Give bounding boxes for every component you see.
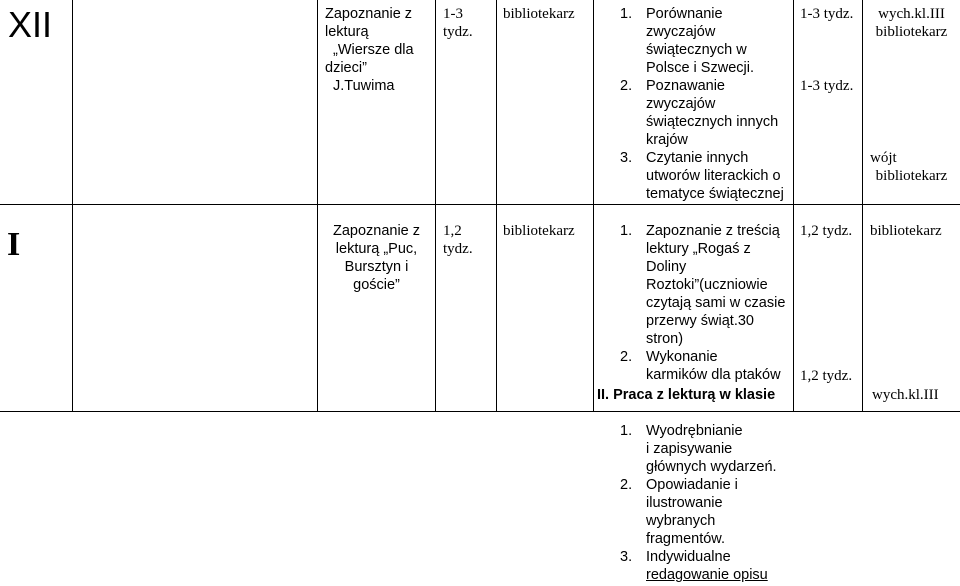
list-line: Opowiadanie i [646, 477, 738, 493]
section-heading: II. Praca z lekturą w klasie [597, 387, 776, 403]
list-line: głównych wydarzeń. [646, 459, 777, 475]
list-text [646, 5, 792, 77]
list-text [646, 476, 792, 548]
list-line: Czytanie innych [646, 150, 749, 166]
list-item [620, 77, 792, 149]
column-divider-7 [862, 0, 863, 412]
hours-line: 1,2 [443, 223, 462, 239]
list-line: świątecznych w [646, 42, 747, 58]
list-line: lektury „Rogaś z [646, 241, 751, 257]
responsible-cell [863, 5, 960, 41]
list-line: karmików dla ptaków [646, 367, 781, 383]
list-line: krajów [646, 132, 688, 148]
responsible-line: wójt [870, 150, 897, 166]
teacher-cell: bibliotekarz [503, 223, 575, 239]
list-line: ilustrowanie [646, 495, 723, 511]
hours-line: tydz. [443, 24, 473, 40]
list-line: stron) [646, 331, 684, 347]
teacher-cell: bibliotekarz [503, 6, 575, 22]
list-line: i zapisywanie [646, 441, 733, 457]
list-line: Zapoznanie z treścią [646, 223, 780, 239]
topic-line: J.Tuwima [333, 78, 395, 94]
responsible-cell: wych.kl.III [872, 387, 939, 403]
list-line: tematyce świątecznej [646, 186, 784, 202]
list-item [620, 476, 792, 548]
list-line: Roztoki”(uczniowie [646, 277, 768, 293]
hours-cell [443, 5, 473, 41]
topic-cell [325, 5, 414, 95]
list-number: 2. [620, 477, 633, 493]
list-text [646, 77, 792, 149]
list-item [620, 5, 792, 77]
term-cell: 1,2 tydz. [800, 368, 853, 384]
list-number: 3. [620, 549, 633, 565]
list-line: Polsce i Szwecji. [646, 60, 754, 76]
topic-cell [318, 222, 435, 294]
list-line: Doliny [646, 259, 687, 275]
list-text [646, 222, 792, 348]
list-line: Porównanie [646, 6, 723, 22]
list-number: 1. [620, 223, 633, 239]
term-cell: 1-3 tydz. [800, 78, 854, 94]
hours-line: 1-3 [443, 6, 463, 22]
month-label: I [7, 226, 21, 263]
list-text [646, 422, 792, 476]
responsible-line: wych.kl.III [878, 6, 945, 22]
list-number: 2. [620, 349, 633, 365]
term-cell: 1-3 tydz. [800, 6, 854, 22]
topic-line: goście” [353, 277, 400, 293]
list-item [620, 149, 792, 203]
list-item [620, 422, 792, 476]
responsible-cell [863, 149, 960, 185]
hours-line: tydz. [443, 241, 473, 257]
topic-line: Bursztyn i [344, 259, 409, 275]
responsible-line: bibliotekarz [875, 168, 948, 184]
table-bottom-border-row-i [0, 411, 960, 412]
column-divider-6 [793, 0, 794, 412]
list-line: utworów literackich o [646, 168, 781, 184]
column-divider-5 [593, 0, 594, 412]
term-cell: 1,2 tydz. [800, 223, 853, 239]
list-number: 3. [620, 150, 633, 166]
list-text [646, 548, 792, 584]
list-number: 2. [620, 78, 633, 94]
list-line: redagowanie opisu [646, 567, 768, 583]
topic-line: lekturą [325, 24, 369, 40]
column-divider-4 [496, 0, 497, 412]
topic-line: dzieci” [325, 60, 367, 76]
activities-list [620, 222, 792, 384]
column-divider-1 [72, 0, 73, 412]
list-line: wybranych [646, 513, 716, 529]
list-line: fragmentów. [646, 531, 725, 547]
month-label: XII [8, 4, 53, 45]
list-line: świątecznych innych [646, 114, 779, 130]
list-line: Indywidualne [646, 549, 731, 565]
list-item [620, 222, 792, 348]
list-number: 1. [620, 6, 633, 22]
list-number: 1. [620, 423, 633, 439]
list-text [646, 149, 792, 203]
list-item [620, 548, 792, 584]
topic-line: lekturą „Puc, [335, 241, 418, 257]
column-divider-3 [435, 0, 436, 412]
table-bottom-border-row-xii [0, 204, 960, 205]
list-line: czytają sami w czasie [646, 295, 786, 311]
topic-line: Zapoznanie z [325, 6, 413, 22]
list-line: Wyodrębnianie [646, 423, 743, 439]
column-divider-2 [317, 0, 318, 412]
list-text [646, 348, 792, 384]
hours-cell [443, 222, 473, 258]
list-line: zwyczajów [646, 24, 716, 40]
list-line: Poznawanie [646, 78, 725, 94]
responsible-cell: bibliotekarz [870, 223, 942, 239]
topic-line: Zapoznanie z [332, 223, 421, 239]
activities-list [620, 5, 792, 203]
list-line: zwyczajów [646, 96, 716, 112]
responsible-line: bibliotekarz [875, 24, 948, 40]
activities-list-continued [620, 422, 792, 584]
list-line: przerwy świąt.30 [646, 313, 754, 329]
list-line: Wykonanie [646, 349, 718, 365]
topic-line: „Wiersze dla [333, 42, 414, 58]
list-item [620, 348, 792, 384]
